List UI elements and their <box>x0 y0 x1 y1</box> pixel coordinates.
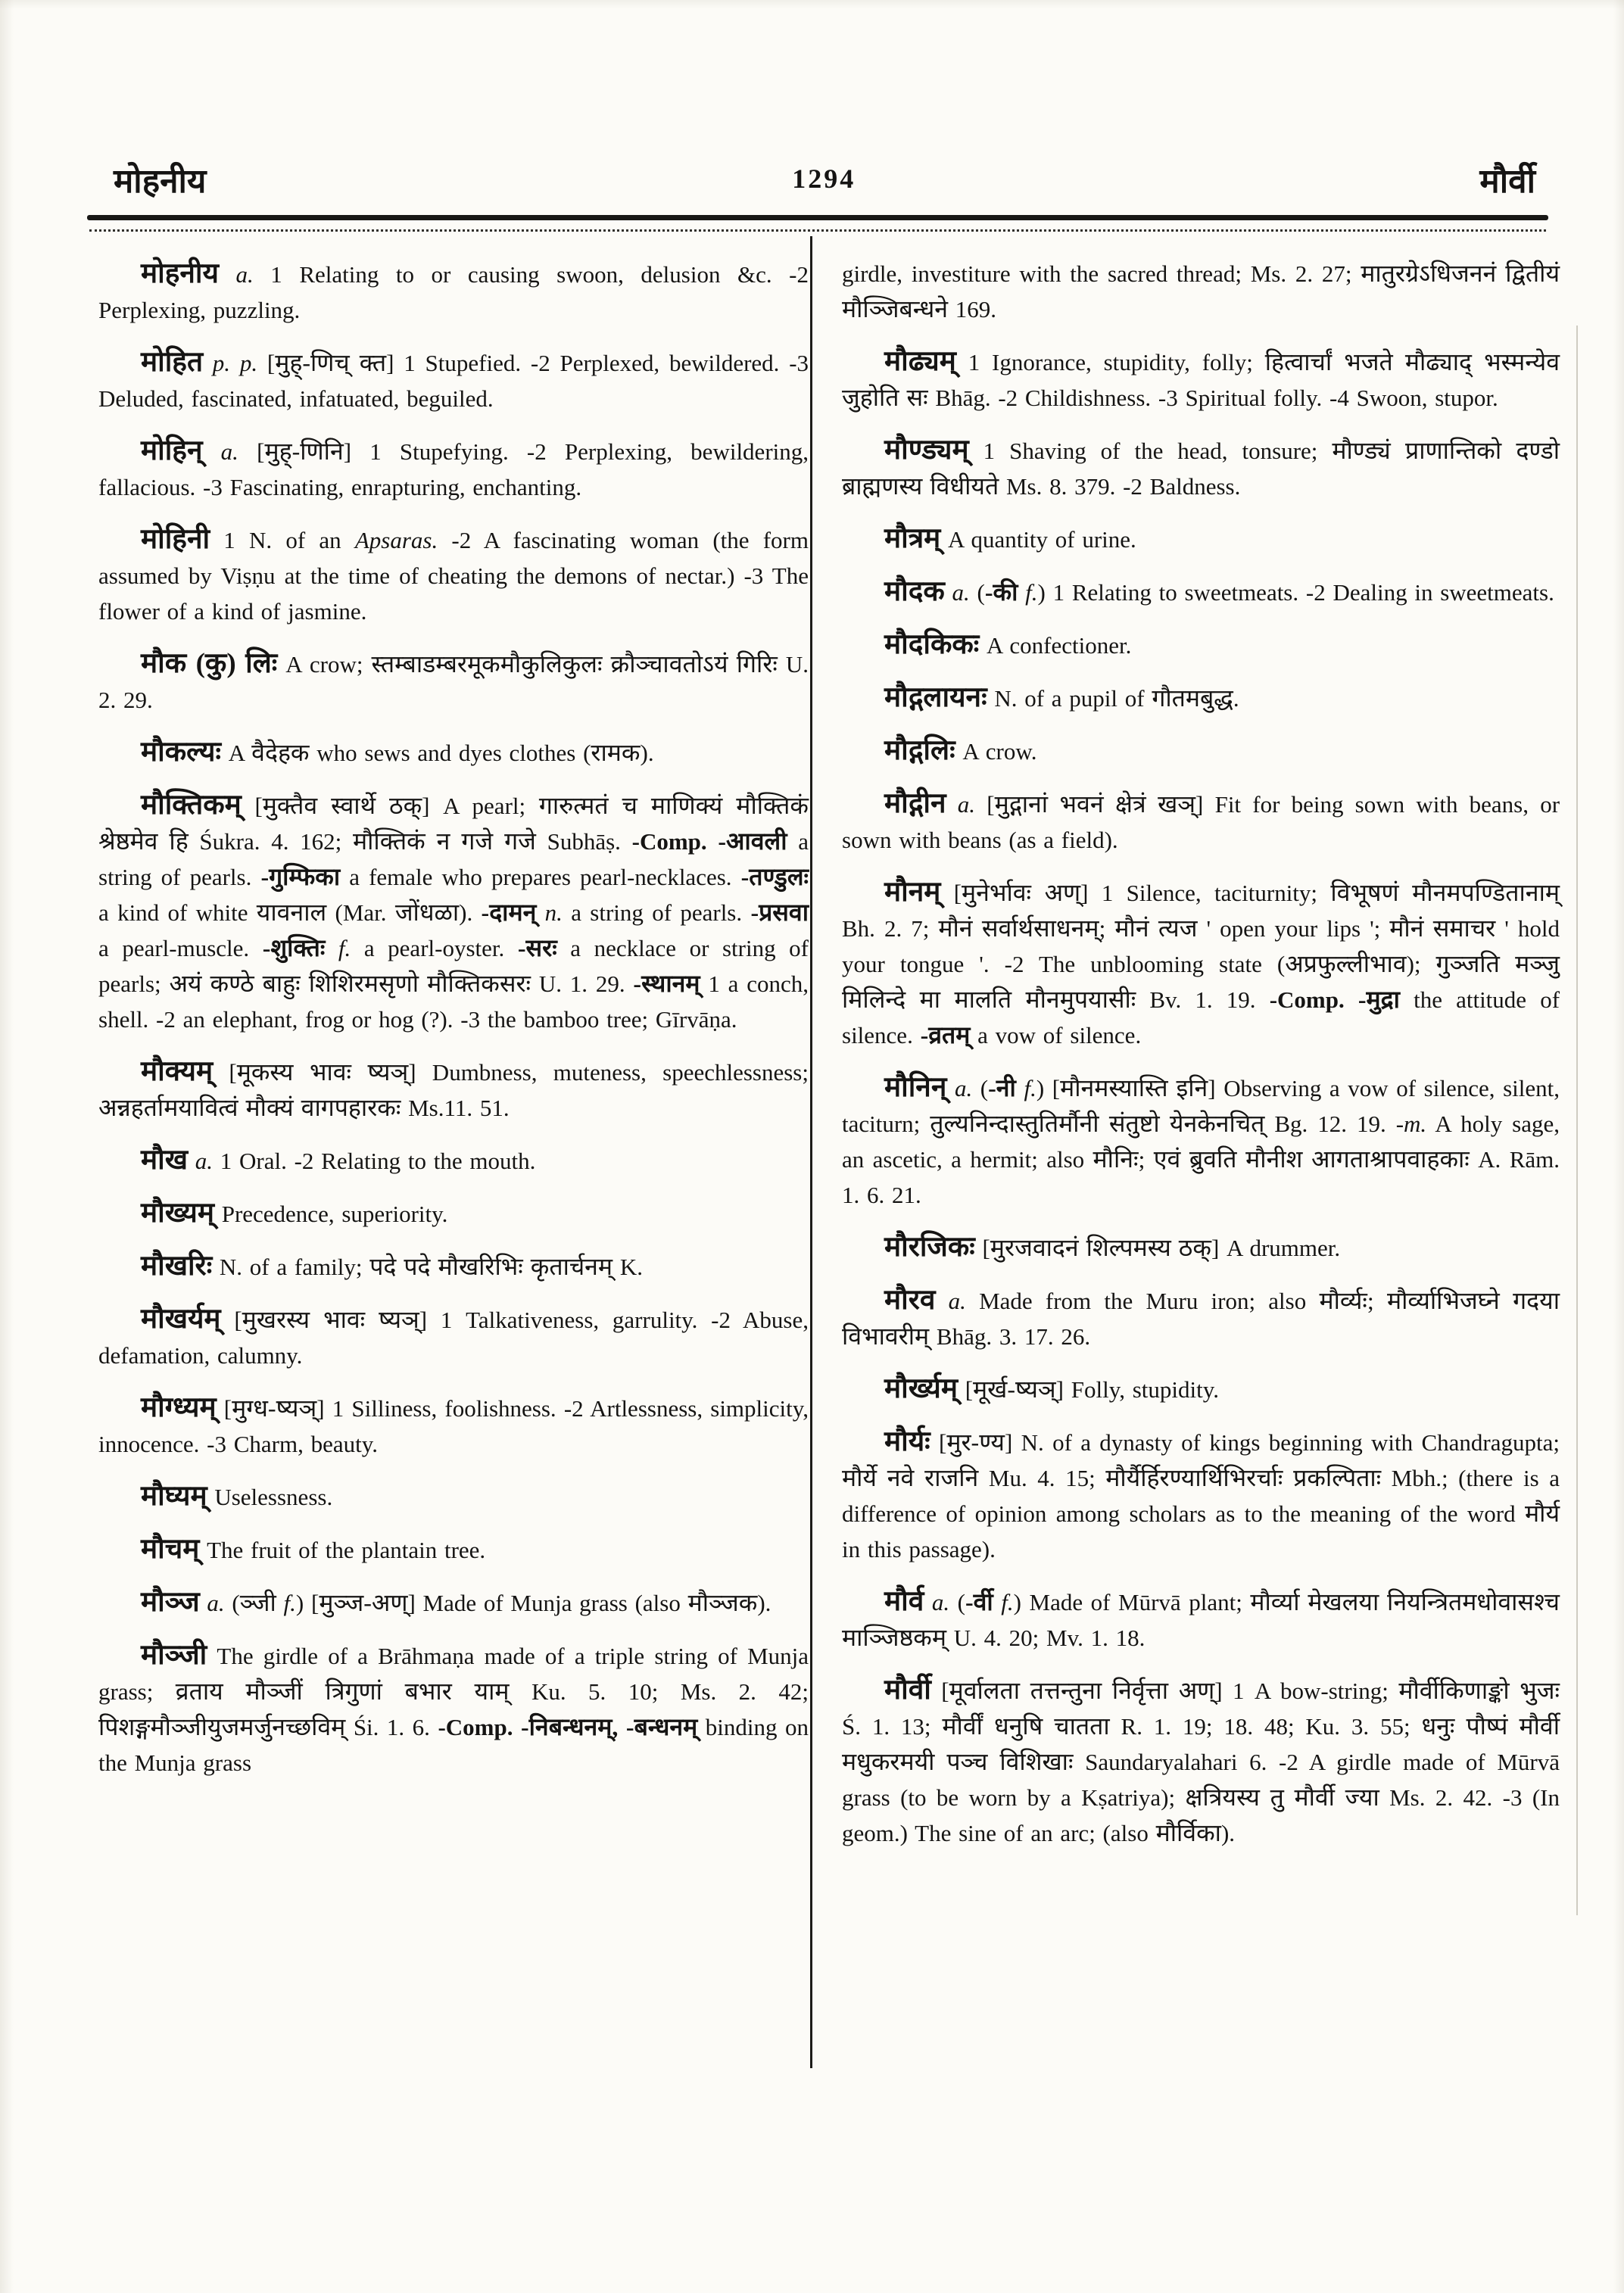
compound-lemma: -आवली <box>718 827 787 855</box>
english-text: [ <box>257 350 276 376</box>
bold-label: -Comp. <box>1269 986 1345 1013</box>
english-text: Bv. 1. 19. <box>1136 986 1270 1013</box>
devanagari-text: हित्वार्चां भजते मौढ्याद् भस्मन्येव जुहोति सः <box>842 348 1560 411</box>
devanagari-text: मूकस्य भावः ष्यञ् <box>236 1058 409 1086</box>
devanagari-text: यावनाल <box>256 899 327 926</box>
english-text: [ <box>974 1235 990 1261</box>
english-text: 1 Relating to or causing swoon, delusion &c. -2 Perplexing, puzzling. <box>98 261 809 323</box>
english-text: ) 1 Relating to sweetmeats. -2 Dealing in sweetmeats. <box>1037 579 1554 606</box>
devanagari-text: मुखरस्य भावः ष्यञ् <box>242 1306 419 1333</box>
english-text: Bhāg. 3. 17. 26. <box>929 1323 1091 1350</box>
english-text: N. of a pupil of <box>987 685 1152 712</box>
english-text: Made from the Muru iron; also <box>965 1288 1320 1314</box>
italic-label: a. <box>946 791 976 818</box>
compound-lemma: -नी <box>988 1074 1016 1101</box>
english-text: K. <box>613 1254 643 1280</box>
english-text: A crow; <box>277 651 372 678</box>
devanagari-text: मौर्वीं धनुषि चातता <box>942 1712 1110 1740</box>
english-text: ( <box>972 1075 989 1101</box>
dictionary-entry <box>98 1637 809 1781</box>
header-rule <box>87 215 1548 220</box>
english-text: ) [ <box>1036 1075 1061 1101</box>
english-text: [ <box>213 1059 237 1086</box>
english-text: [ <box>930 1678 949 1704</box>
english-text: 1 Oral. -2 Relating to the mouth. <box>212 1148 536 1174</box>
dictionary-entry <box>98 1142 809 1179</box>
english-text: Ms. 2. 42. -3 (In geom.) The sine of an arc; (also <box>842 1784 1560 1846</box>
devanagari-text: मौर्य <box>1525 1500 1560 1527</box>
entry-headword: मौञ्जी <box>141 1640 207 1671</box>
english-text: ] A pearl; <box>422 793 539 819</box>
entry-headword: मौखर्यम् <box>141 1304 221 1335</box>
compound-lemma: -की <box>984 578 1018 606</box>
english-text: . <box>1233 685 1239 712</box>
italic-label: f. <box>276 1590 296 1616</box>
compound-lemma: -र्वी <box>965 1588 993 1615</box>
compound-lemma: -शुक्तिः <box>262 934 326 961</box>
dictionary-entry <box>98 1248 809 1285</box>
devanagari-text: पिशङ्गमौञ्जीयुजमर्जुनच्छविम् <box>98 1713 346 1740</box>
english-text: Ms. 8. 379. -2 Baldness. <box>999 473 1241 500</box>
dictionary-entry <box>842 256 1560 327</box>
devanagari-text: गौतमबुद्ध <box>1152 684 1233 712</box>
italic-label: a. <box>218 261 254 288</box>
entry-headword: मौख्यम् <box>141 1198 214 1229</box>
devanagari-text: मुक्तैव स्वार्थे ठक् <box>262 792 422 819</box>
dictionary-entry <box>842 432 1560 504</box>
devanagari-text: मौर्यैर्हिरण्यार्थिभिरर्चाः प्रकल्पिताः <box>1105 1464 1382 1491</box>
english-text: ] Made of Munja grass (also <box>407 1590 688 1616</box>
dictionary-entry <box>98 1584 809 1621</box>
devanagari-text: मौनं त्यज <box>1114 914 1198 942</box>
english-text: 1 Ignorance, stupidity, folly; <box>955 349 1265 375</box>
english-text: Saundaryalahari 6. -2 A girdle made of Mūrvā grass (to be worn by a Kṣatriya); <box>842 1749 1560 1811</box>
dictionary-entry <box>842 1070 1560 1213</box>
english-text: 1 Shaving of the head, tonsure; <box>968 438 1333 464</box>
entry-headword: मौग्ध्यम् <box>141 1392 217 1423</box>
english-text: A crow. <box>955 738 1037 765</box>
english-text: [ <box>957 1376 974 1403</box>
running-header <box>114 145 1545 198</box>
dictionary-entry <box>98 1390 809 1462</box>
page-number: 1294 <box>792 164 856 194</box>
english-text <box>1374 1288 1387 1314</box>
english-text: ). <box>459 899 482 926</box>
devanagari-text: मूर्वालता तत्तन्तुना निर्वृत्ता अण् <box>949 1677 1215 1704</box>
english-text: N. of a family; <box>212 1254 370 1280</box>
devanagari-text: मौनं सर्वार्थसाधनम्; <box>938 914 1106 942</box>
dictionary-entry <box>98 433 809 505</box>
english-text: The fruit of the plantain tree. <box>199 1537 486 1563</box>
english-text: ). <box>757 1590 771 1616</box>
entry-headword: मौर्व <box>884 1586 924 1617</box>
compound-lemma: -व्रतम् <box>920 1021 971 1048</box>
entry-headword: मौनम् <box>884 877 941 908</box>
english-text: Uselessness. <box>207 1484 333 1510</box>
devanagari-text: मौर्व्या मेखलया नियन्त्रितमधोवासश्च माञ्जिष्ठकम् <box>842 1588 1560 1651</box>
devanagari-text: मातुरग्रेऽधिजननं द्वितीयं मौञ्जिबन्धने <box>842 260 1560 322</box>
devanagari-text: विभूषणं मौनमपण्डितानाम् <box>1330 879 1560 906</box>
english-text: ] 1 A bow-string; <box>1214 1678 1399 1704</box>
english-text: who sews and dyes clothes ( <box>309 740 591 766</box>
dictionary-entry <box>842 733 1560 769</box>
english-text: ' hold your tongue '. -2 The unblooming state ( <box>842 915 1560 977</box>
devanagari-text: गारुत्मतं च माणिक्यं मौक्तिकं श्रेष्ठमेव हि <box>98 792 809 855</box>
devanagari-text: मौनिः; <box>1093 1145 1146 1173</box>
devanagari-text: क्षत्रियस्य तु मौर्वी ज्या <box>1185 1784 1379 1811</box>
english-text: ] N. of a dynasty of kings beginning with Chandragupta; <box>1004 1429 1560 1456</box>
english-text: A. Rām. 1. 6. 21. <box>842 1146 1560 1208</box>
entry-headword: मौर्यः <box>884 1426 930 1457</box>
entry-headword: मौखरिः <box>141 1251 213 1282</box>
english-text: 1 N. of an <box>210 527 355 553</box>
english-text: R. 1. 19; 18. 48; Ku. 3. 55; <box>1109 1713 1422 1740</box>
english-text: Bg. 12. 19. <box>1264 1111 1396 1137</box>
english-text <box>618 1714 626 1740</box>
english-text: ] 1 Silliness, foolishness. -2 Artlessness, simplicity, innocence. -3 Charm, beauty. <box>98 1395 809 1457</box>
english-text: [ <box>241 793 263 819</box>
devanagari-text: मौनमस्यास्ति इनि <box>1060 1074 1208 1101</box>
devanagari-text: मूर्ख-ष्यञ् <box>973 1375 1056 1403</box>
devanagari-text: मुग्ध-ष्यञ् <box>232 1394 317 1422</box>
devanagari-text: मुर-ण्य <box>946 1428 1005 1456</box>
devanagari-text: मुरजवादनं शिल्पमस्य ठक् <box>990 1234 1211 1261</box>
devanagari-text: एवं ब्रुवति मौनीश आगताश्रापवाहकाः <box>1153 1145 1470 1173</box>
english-text: ] A drummer. <box>1211 1235 1341 1261</box>
devanagari-text: जोंधळा <box>394 899 460 926</box>
dictionary-entry <box>98 787 809 1037</box>
entry-headword: मौघ्यम् <box>141 1481 207 1512</box>
entry-headword: मौरजिकः <box>884 1232 975 1263</box>
english-text <box>1345 986 1358 1013</box>
dictionary-entry <box>842 1282 1560 1354</box>
dictionary-entry <box>98 256 809 328</box>
entry-headword: मौढ्यम् <box>884 346 956 377</box>
english-text: ( <box>224 1590 240 1616</box>
page-edge-line <box>1576 326 1578 1915</box>
entry-headword: मौक (कु) लिः <box>141 648 278 679</box>
compound-lemma: -स्थानम् <box>633 970 700 997</box>
dictionary-entry <box>842 786 1560 858</box>
entry-headword: मौद्गलिः <box>884 735 955 766</box>
entry-headword: मौण्ड्यम् <box>884 435 969 466</box>
dictionary-entry <box>842 1672 1560 1851</box>
dictionary-entry <box>842 874 1560 1053</box>
compound-lemma: -तण्डुलः <box>740 863 809 890</box>
bold-label: -Comp. <box>438 1714 513 1740</box>
english-text: U. 2. 29. <box>98 651 809 713</box>
english-text: Śukra. 4. 162; <box>188 828 353 855</box>
devanagari-text: मुह्-णिनि <box>264 438 344 465</box>
devanagari-text: मुञ्ज-अण् <box>319 1589 408 1616</box>
english-text: ] Observing a vow of silence, silent, taciturn; <box>842 1075 1560 1137</box>
english-text: (Mar. <box>326 899 395 926</box>
english-text: A <box>220 740 252 766</box>
english-text: ) Made of Mūrvā plant; <box>1013 1589 1251 1615</box>
compound-lemma: -निबन्धनम्, <box>520 1713 619 1740</box>
english-text: a necklace or string of pearls; <box>98 935 809 997</box>
italic-label: a. <box>202 438 238 465</box>
english-text: ); <box>1406 951 1436 977</box>
english-text: Mu. 4. 15; <box>978 1465 1106 1491</box>
english-text: [ <box>940 880 962 906</box>
left-column <box>98 256 809 1851</box>
english-text: ] Dumbness, muteness, speechlessness; <box>408 1059 809 1086</box>
entry-headword: मौक्यम् <box>141 1056 214 1087</box>
english-text: U. 1. 29. <box>531 970 634 997</box>
english-text: 169. <box>948 296 997 322</box>
english-text: ). <box>640 740 654 766</box>
entry-headword: मौद्गलायनः <box>884 682 987 713</box>
dictionary-entry <box>842 344 1560 416</box>
entry-headword: मौदकिकः <box>884 629 980 660</box>
english-text: a pearl-muscle. <box>98 935 263 961</box>
italic-label: a. <box>946 1075 973 1101</box>
italic-label: a. <box>935 1288 966 1314</box>
english-text: ] Folly, stupidity. <box>1055 1376 1219 1403</box>
devanagari-text: मौर्वीकिणाङ्को भुजः <box>1398 1677 1560 1704</box>
english-text: Ku. 5. 10; Ms. 2. 42; <box>509 1678 809 1705</box>
entry-headword: मोहित <box>141 347 204 378</box>
dictionary-entry <box>842 574 1560 610</box>
english-text: a string of pearls. <box>562 899 751 926</box>
english-text: binding on the Munja grass <box>98 1714 809 1776</box>
english-text: Ms.11. 51. <box>401 1095 510 1121</box>
dictionary-entry <box>842 1229 1560 1266</box>
italic-label: f. <box>993 1589 1014 1615</box>
english-text: ] Fit for being sown with beans, or sown with beans (as a field). <box>842 791 1560 853</box>
devanagari-text: मौर्विका <box>1155 1819 1221 1846</box>
right-column <box>842 256 1560 1851</box>
english-text: Subhāṣ. <box>535 828 632 855</box>
entry-headword: मौनिन् <box>884 1072 947 1103</box>
english-text: ] 1 Stupefying. -2 Perplexing, bewildering, fallacious. -3 Fascinating, enrapturing, enchanting. <box>98 438 809 500</box>
english-text: [ <box>975 791 995 818</box>
english-text <box>1105 915 1114 942</box>
entry-headword: मौदक <box>884 576 945 607</box>
devanagari-text: मौर्ये नवे राजनि <box>842 1464 979 1491</box>
english-text <box>707 828 718 855</box>
italic-label: f. <box>1018 579 1038 606</box>
italic-label: a. <box>187 1148 213 1174</box>
english-text: the attitude of silence. <box>842 986 1560 1048</box>
entry-headword: मौद्गीन <box>884 788 946 819</box>
text-columns <box>98 256 1560 1851</box>
english-text: a kind of white <box>98 899 257 926</box>
english-text: ' open your lips '; <box>1197 915 1390 942</box>
entry-headword: मौर्वी <box>884 1675 931 1706</box>
dictionary-entry <box>842 521 1560 557</box>
devanagari-text: मुह्-णिच् क्त <box>275 349 387 376</box>
english-text: girdle, investiture with the sacred thread; Ms. 2. 27; <box>842 260 1361 287</box>
english-text: ] 1 Talkativeness, garrulity. -2 Abuse, defamation, calumny. <box>98 1307 809 1369</box>
devanagari-text: धनुः पौष्पं मौर्वी मधुकरमयी पञ्च विशिखाः <box>842 1712 1560 1775</box>
english-text <box>513 1714 521 1740</box>
italic-label: p. p. <box>203 350 258 376</box>
dictionary-entry <box>98 344 809 416</box>
english-text: ] 1 Silence, taciturnity; <box>1080 880 1331 906</box>
header-left-keyword: मोहनीय <box>114 163 207 200</box>
english-text: Mbh.; (there is a difference of opinion among scholars as to the meaning of the word <box>842 1465 1560 1527</box>
devanagari-text: मौण्ड्यं प्राणान्तिको दण्डो ब्राह्मणस्य विधीयते <box>842 437 1560 500</box>
english-text: Bh. 2. 7; <box>842 915 939 942</box>
english-text: A confectioner. <box>979 632 1132 659</box>
english-text: Precedence, superiority. <box>214 1201 448 1227</box>
bold-label: -Comp. <box>631 828 707 855</box>
italic-label: f. <box>1015 1075 1036 1101</box>
italic-label: a. <box>199 1590 225 1616</box>
dictionary-entry <box>842 1424 1560 1567</box>
english-text: ). <box>1220 1820 1236 1846</box>
english-text: -2 A fascinating woman (the form assumed by Viṣṇu at the time of cheating the demons of nectar.) -3 The flower of a kind of jasmine. <box>98 527 809 625</box>
english-text: Śi. 1. 6. <box>345 1714 438 1740</box>
english-text: 1 a conch, shell. -2 an elephant, frog or hog (?). -3 the bamboo tree; Gīrvāṇa. <box>98 970 809 1033</box>
dictionary-entry <box>98 1054 809 1126</box>
compound-lemma: -बन्धनम् <box>625 1713 698 1740</box>
english-text: Ś. 1. 13; <box>842 1713 943 1740</box>
italic-label: a. <box>924 1589 950 1615</box>
devanagari-text: तुल्यनिन्दास्तुतिर्मौनी संतुष्टो येनकेनचित् <box>930 1110 1265 1137</box>
italic-label: f. <box>325 935 351 961</box>
italic-label: Apsaras. <box>354 527 438 553</box>
entry-headword: मोहनीय <box>141 258 219 289</box>
entry-headword: मौरव <box>884 1285 936 1316</box>
devanagari-text: वैदेहक <box>251 739 310 766</box>
italic-label: a. <box>944 579 970 606</box>
english-text: in this passage). <box>842 1536 996 1562</box>
entry-headword: मोहिन् <box>141 435 203 466</box>
devanagari-text: अन्नहर्तामयावित्वं मौक्यं वागपहारकः <box>98 1094 401 1121</box>
english-text: ] 1 Stupefied. -2 Perplexed, bewildered. -3 Deluded, fascinated, infatuated, beguiled. <box>98 350 809 412</box>
english-text: a pearl-oyster. <box>351 935 518 961</box>
english-text: ( <box>969 579 985 606</box>
dictionary-entry <box>842 1584 1560 1656</box>
dictionary-entry <box>98 734 809 771</box>
entry-headword: मौक्तिकम् <box>141 790 242 821</box>
english-text: U. 4. 20; Mv. 1. 18. <box>946 1625 1146 1651</box>
english-text: [ <box>930 1429 947 1456</box>
compound-lemma: -मुद्रा <box>1357 986 1400 1013</box>
dictionary-entry <box>98 1478 809 1515</box>
devanagari-text: व्रताय मौञ्जीं त्रिगुणां बभार याम् <box>175 1678 510 1705</box>
english-text: [ <box>220 1307 242 1333</box>
compound-lemma: -सरः <box>517 934 557 961</box>
italic-label: n. <box>536 899 563 926</box>
devanagari-text: अयं कण्ठे बाहुः शिशिरमसृणो मौक्तिकसरः <box>169 970 531 997</box>
entry-headword: मौञ्ज <box>141 1587 200 1618</box>
entry-headword: मौचम् <box>141 1534 200 1565</box>
english-text: a female who prepares pearl-necklaces. <box>340 864 741 890</box>
devanagari-text: ञ्जी <box>239 1589 276 1616</box>
devanagari-text: मुनेर्भावः अण् <box>962 879 1081 906</box>
english-text: A holy sage, an ascetic, a hermit; also <box>842 1111 1560 1173</box>
devanagari-text: स्तम्बाडम्बरमूकमौकुलिकुलः क्रौञ्चावतोऽयं गिरिः <box>371 650 778 678</box>
english-text: A quantity of urine. <box>940 526 1136 553</box>
devanagari-text: मौर्व्याभिजघ्ने गदया विभावरीम् <box>842 1287 1560 1350</box>
dictionary-entry <box>98 1195 809 1232</box>
entry-headword: मौत्रम् <box>884 523 941 554</box>
english-text: The girdle of a Brāhmaṇa made of a triple string of Munja grass; <box>98 1643 809 1705</box>
english-text: [ <box>238 438 265 465</box>
entry-headword: मोहिनी <box>141 524 210 555</box>
devanagari-text: पदे पदे मौखरिभिः कृतार्चनम् <box>369 1253 613 1280</box>
devanagari-text: मौनं समाचर <box>1389 914 1496 942</box>
english-text: ( <box>949 1589 965 1615</box>
compound-lemma: -गुम्फिका <box>260 863 341 890</box>
dictionary-entry <box>842 1371 1560 1407</box>
dictionary-entry <box>98 1531 809 1568</box>
entry-headword: मौख <box>141 1145 188 1176</box>
entry-headword: मौर्ख्यम् <box>884 1373 958 1404</box>
devanagari-text: मौञ्जक <box>687 1589 758 1616</box>
header-right-keyword: मौर्वी <box>1479 163 1535 200</box>
dictionary-entry <box>98 1301 809 1373</box>
devanagari-text: मौक्तिकं न गजे गजे <box>353 827 536 855</box>
dictionary-entry <box>98 522 809 629</box>
devanagari-text: मुद्गानां भवनं क्षेत्रं खञ् <box>994 790 1196 818</box>
english-text <box>1145 1146 1153 1173</box>
english-text: Bhāg. -2 Childishness. -3 Spiritual folly. -4 Swoon, stupor. <box>927 385 1498 411</box>
dictionary-entry <box>98 646 809 718</box>
header-rule-dotted <box>89 229 1546 232</box>
english-text: ) [ <box>295 1590 320 1616</box>
devanagari-text: अप्रफुल्लीभाव <box>1285 950 1407 977</box>
english-text: [ <box>216 1395 232 1422</box>
english-text: a string of pearls. <box>98 828 809 890</box>
dictionary-entry <box>842 680 1560 716</box>
entry-headword: मौकल्यः <box>141 737 221 768</box>
compound-lemma: -दामन् <box>481 899 537 926</box>
devanagari-text: मौर्व्यः; <box>1319 1287 1374 1314</box>
devanagari-text: रामक <box>591 739 641 766</box>
compound-lemma: -प्रसवा <box>750 899 809 926</box>
italic-label: -m. <box>1395 1111 1427 1137</box>
devanagari-text: गुञ्जति मञ्जु मिलिन्दे मा मालति मौनमुपयासीः <box>842 950 1560 1013</box>
dictionary-entry <box>842 627 1560 663</box>
english-text: a vow of silence. <box>970 1022 1142 1048</box>
